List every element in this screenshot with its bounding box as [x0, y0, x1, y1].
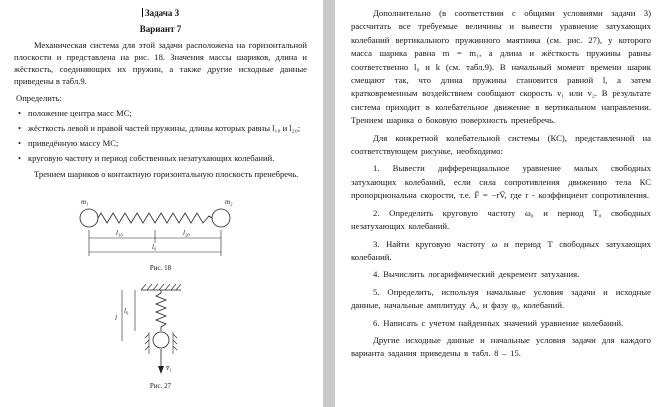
- figure-18-drawing: [73, 188, 248, 262]
- numbered-item: 2. Определить круговую частоту ω₀ и период Т₀ свободных незатухающих колебаний.: [351, 207, 651, 232]
- vertical-spring: [156, 290, 166, 331]
- numbered-item: 4. Вычислить логарифмический декремент затухания.: [373, 269, 580, 280]
- determine-list: [18, 108, 307, 165]
- pendulum-ball: [153, 332, 169, 348]
- final-paragraph: Другие исходные данные и начальные условия задачи для каждого варианта задания приведены в табл. 8 – 15.: [351, 334, 651, 359]
- figure-18-caption: Рис. 18: [149, 264, 172, 272]
- right-ball: [212, 209, 230, 227]
- task-title-text: Задача 3: [144, 8, 180, 18]
- dim-label-l20: l₂₀: [183, 229, 190, 237]
- horizontal-spring: [98, 213, 212, 223]
- figure-18: [14, 188, 307, 272]
- figure-27: [14, 280, 307, 390]
- numbered-item: 6. Написать с учетом найденных значений уравнение колебаний.: [373, 317, 624, 328]
- numbered-item: 1. Вывести дифференциальное уравнение малых свободных затухающих колебаний, если сила сопротивления движению тела КС пропорциональна скорости, т.е. F̄ = −rV̄, где r - коэффициент сопротивления.: [351, 163, 651, 201]
- intro-paragraph: Механическая система для этой задачи расположена на горизонтальной плоскости и представлена на рис. 18. Значения массы шариков, длина и жёсткость, соединяющих их пружин, а также другие исходные данные приведены в табл.9.: [14, 40, 307, 86]
- velocity-label: v̄₁: [165, 364, 172, 372]
- numbered-item: 3. Найти круговую частоту ω и период Т свободных затухающих колебаний.: [351, 238, 651, 262]
- dim-label-l10: l₁₀: [116, 229, 123, 237]
- figure-27-caption: Рис. 27: [149, 382, 172, 390]
- determine-label: Определить:: [16, 93, 62, 103]
- dim-label-l0: l₀: [152, 243, 157, 251]
- system-paragraph: Для конкретной колебательной системы (КС), представленной на соответствующем рисунке, необходимо:: [351, 132, 651, 157]
- list-item: • приведённую массу МС;: [18, 138, 307, 150]
- velocity-arrowhead: [158, 366, 164, 374]
- task-title: [14, 7, 307, 19]
- list-item: • жёсткость левой и правой частей пружины, длины которых равны l₁₀ и l₂₀;: [18, 123, 307, 135]
- variant-subtitle: Вариант 7: [139, 24, 182, 34]
- figure-27-drawing: [113, 280, 209, 380]
- text-cursor: [142, 8, 143, 17]
- right-mass-label: m₂: [225, 198, 233, 206]
- friction-note: Трением шариков о контактную горизонтальную плоскость пренебречь.: [34, 169, 299, 179]
- dim-label-l0: l₀: [123, 307, 128, 315]
- left-mass-label: m₁: [81, 198, 89, 206]
- additional-paragraph: Дополнительно (в соответствии с общими условиями задачи 3) рассчитать все требуемые величины и вывести уравнение затухающих колебаний вертикального пружинного маятника (см. рис. 27), у которого масса шарика равна m = m₁, а длина и жёсткость пружины равны соответственно l₀ и k (см. табл.9). В начальный момент времени шарик смещают так, что длина пружины становится равной l, а затем кратковременным воздействием сообщают скорость v₁ или v₂. В результате система приходит в колебательное движение в вертикальном направлении. Трением шарика о боковую поверхность пренебречь.: [351, 8, 651, 126]
- ceiling-hatch: [141, 284, 181, 290]
- right-page: [335, 0, 666, 407]
- left-page: [0, 0, 323, 407]
- dim-label-l: l: [114, 314, 117, 322]
- list-item: • положение центра масс МС;: [18, 108, 307, 120]
- numbered-item: 5. Определить, используя начальные условия задачи и исходные данные, начальные амплитуду А₀ и фазу φ₀ колебаний.: [351, 286, 651, 311]
- list-item: • круговую частоту и период собственных незатухающих колебаний.: [18, 153, 307, 165]
- left-ball: [80, 209, 98, 227]
